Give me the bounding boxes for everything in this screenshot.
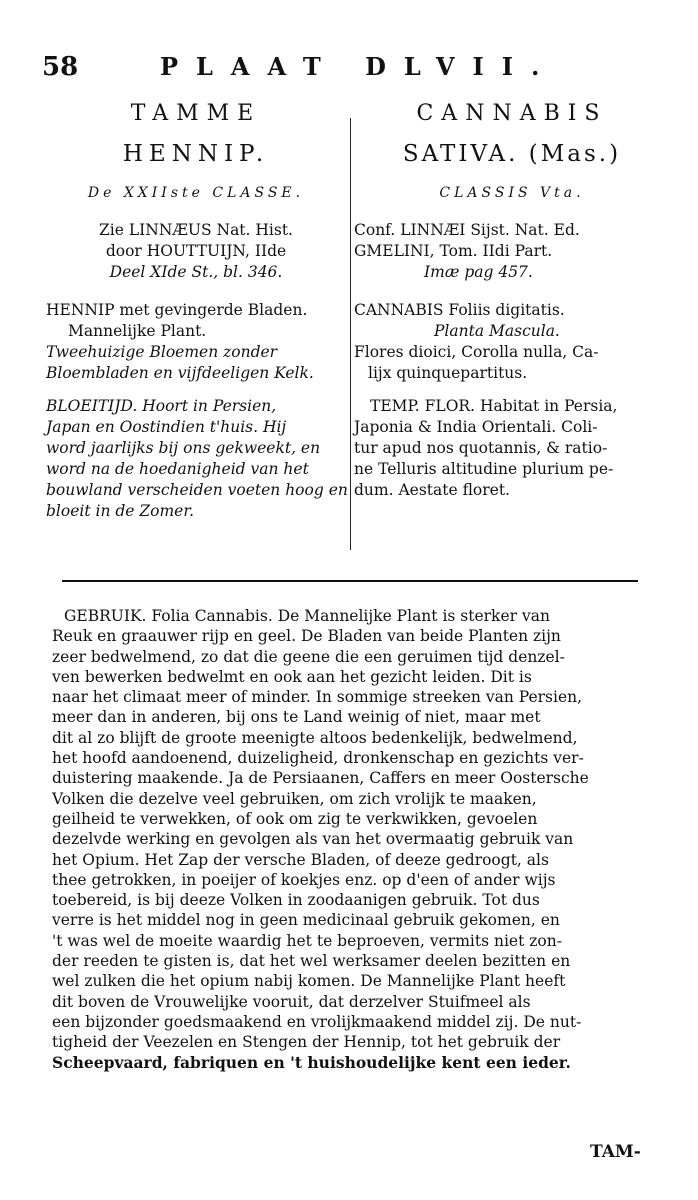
horizontal-rule bbox=[62, 580, 638, 582]
dutch-reference-line: Zie LINNÆUS Nat. Hist. bbox=[99, 221, 293, 239]
latin-reference-line: Conf. LINNÆI Sijst. Nat. Ed. bbox=[354, 221, 580, 239]
latin-reference bbox=[354, 220, 670, 290]
dutch-name-line-2: HENNIP. bbox=[122, 141, 270, 167]
usage-paragraph bbox=[52, 606, 664, 1073]
usage-line: duistering maakende. Ja de Persiaanen, Caffers en meer Oostersche bbox=[52, 769, 589, 788]
usage-line: dezelvde werking en gevolgen als van het overmaatig gebruik van bbox=[52, 830, 574, 849]
usage-line: Reuk en graauwer rijp en geel. De Bladen van beide Planten zijn bbox=[52, 627, 561, 646]
latin-classis: CLASSIS Vta. bbox=[439, 185, 585, 201]
dutch-flowering-line: bouwland verscheiden voeten hoog en bbox=[46, 481, 348, 499]
usage-line: het hoofd aandoenend, duizeligheid, dronkenschap en gezichts ver- bbox=[52, 749, 584, 768]
dutch-description-line: Bloembladen en vijfdeeligen Kelk. bbox=[46, 364, 314, 382]
latin-flowering-line: tur apud nos quotannis, & ratio- bbox=[354, 439, 608, 457]
usage-line: Volken die dezelve veel gebruiken, om zich vrolijk te maaken, bbox=[52, 789, 537, 808]
plate-title: PLAAT DLVII. bbox=[160, 52, 558, 81]
dutch-description-line: Mannelijke Plant. bbox=[68, 322, 207, 340]
dutch-flowering-line: word jaarlijks bij ons gekweekt, en bbox=[46, 439, 321, 457]
dutch-description bbox=[46, 300, 346, 396]
usage-line: zeer bedwelmend, zo dat die geene die een geruimen tijd denzel- bbox=[52, 647, 565, 666]
catchword: TAM- bbox=[590, 1142, 641, 1162]
dutch-name-line-1: TAMME bbox=[130, 101, 262, 126]
usage-line: wel zulken die het opium nabij komen. De Mannelijke Plant heeft bbox=[52, 972, 566, 991]
usage-line: naar het climaat meer of minder. In sommige streeken van Persien, bbox=[52, 688, 583, 707]
usage-line: dit al zo blijft de groote meenigte altoos bedenkelijk, bedwelmend, bbox=[52, 728, 578, 747]
usage-line: geilheid te verwekken, of ook om zig te verkwikken, gevoelen bbox=[52, 809, 538, 828]
dutch-classis: De XXIIste CLASSE. bbox=[87, 185, 305, 201]
latin-flowering-line: Japonia & India Orientali. Coli- bbox=[354, 418, 598, 436]
usage-line: 't was wel de moeite waardig het te beproeven, vermits niet zon- bbox=[52, 931, 562, 950]
latin-description bbox=[354, 300, 670, 396]
usage-line: der reeden te gisten is, dat het wel werksamer deelen bezitten en bbox=[52, 952, 571, 971]
dutch-flowering-line: Japan en Oostindien t'huis. Hij bbox=[46, 418, 287, 436]
dutch-reference-line: door HOUTTUIJN, IIde bbox=[105, 242, 287, 260]
page-number: 58 bbox=[42, 52, 79, 82]
usage-line: Scheepvaard, fabriquen en 't huishoudelijke kent een ieder. bbox=[52, 1052, 571, 1072]
latin-name-line-1: CANNABIS bbox=[416, 101, 608, 126]
usage-line: dit boven de Vrouwelijke vooruit, dat derzelver Stuifmeel als bbox=[52, 992, 531, 1011]
dutch-column bbox=[46, 96, 346, 522]
latin-flowering-line: ne Telluris altitudine plurium pe- bbox=[354, 460, 614, 478]
usage-line: meer dan in anderen, bij ons te Land weinig of niet, maar met bbox=[52, 708, 541, 727]
latin-reference-line: GMELINI, Tom. IIdi Part. bbox=[354, 242, 553, 260]
usage-line: toebereid, is bij deeze Volken in zoodaanigen gebruik. Tot dus bbox=[52, 891, 540, 910]
usage-line: verre is het middel nog in geen medicinaal gebruik gekomen, en bbox=[52, 911, 560, 930]
dutch-flowering bbox=[46, 396, 346, 522]
dutch-flowering-line: word na de hoedanigheid van het bbox=[46, 460, 309, 478]
dutch-flowering-line: bloeit in de Zomer. bbox=[46, 502, 194, 520]
latin-flowering bbox=[354, 396, 670, 501]
latin-flowering-line: TEMP. FLOR. Habitat in Persia, bbox=[370, 397, 618, 415]
latin-description-line: CANNABIS Foliis digitatis. bbox=[354, 301, 565, 319]
latin-column bbox=[354, 96, 670, 501]
latin-flowering-line: dum. Aestate floret. bbox=[354, 481, 510, 499]
usage-line: ven bewerken bedwelmt en ook aan het gezicht leiden. Dit is bbox=[52, 667, 532, 686]
usage-line: een bijzonder goedsmaakend en vrolijkmaakend middel zij. De nut- bbox=[52, 1012, 582, 1031]
dutch-flowering-line: BLOEITIJD. Hoort in Persien, bbox=[46, 397, 277, 415]
latin-description-line: Flores dioici, Corolla nulla, Ca- bbox=[354, 343, 599, 361]
usage-line: GEBRUIK. Folia Cannabis. De Mannelijke Plant is sterker van bbox=[64, 607, 550, 625]
latin-reference-line: Imæ pag 457. bbox=[424, 263, 533, 281]
latin-description-line: lijx quinquepartitus. bbox=[368, 364, 528, 382]
latin-description-line: Planta Mascula. bbox=[434, 322, 560, 340]
usage-line: thee getrokken, in poeijer of koekjes enz. op d'een of ander wijs bbox=[52, 870, 556, 889]
latin-name-line-2: SATIVA. (Mas.) bbox=[402, 141, 622, 167]
column-divider bbox=[350, 118, 351, 550]
dutch-reference bbox=[46, 220, 346, 290]
usage-line: tigheid der Veezelen en Stengen der Hennip, tot het gebruik der bbox=[52, 1033, 561, 1052]
dutch-description-line: Tweehuizige Bloemen zonder bbox=[46, 343, 278, 361]
dutch-reference-line: Deel XIde St., bl. 346. bbox=[109, 263, 283, 281]
usage-line: het Opium. Het Zap der versche Bladen, of deeze gedroogt, als bbox=[52, 850, 549, 869]
dutch-description-line: HENNIP met gevingerde Bladen. bbox=[46, 301, 308, 319]
